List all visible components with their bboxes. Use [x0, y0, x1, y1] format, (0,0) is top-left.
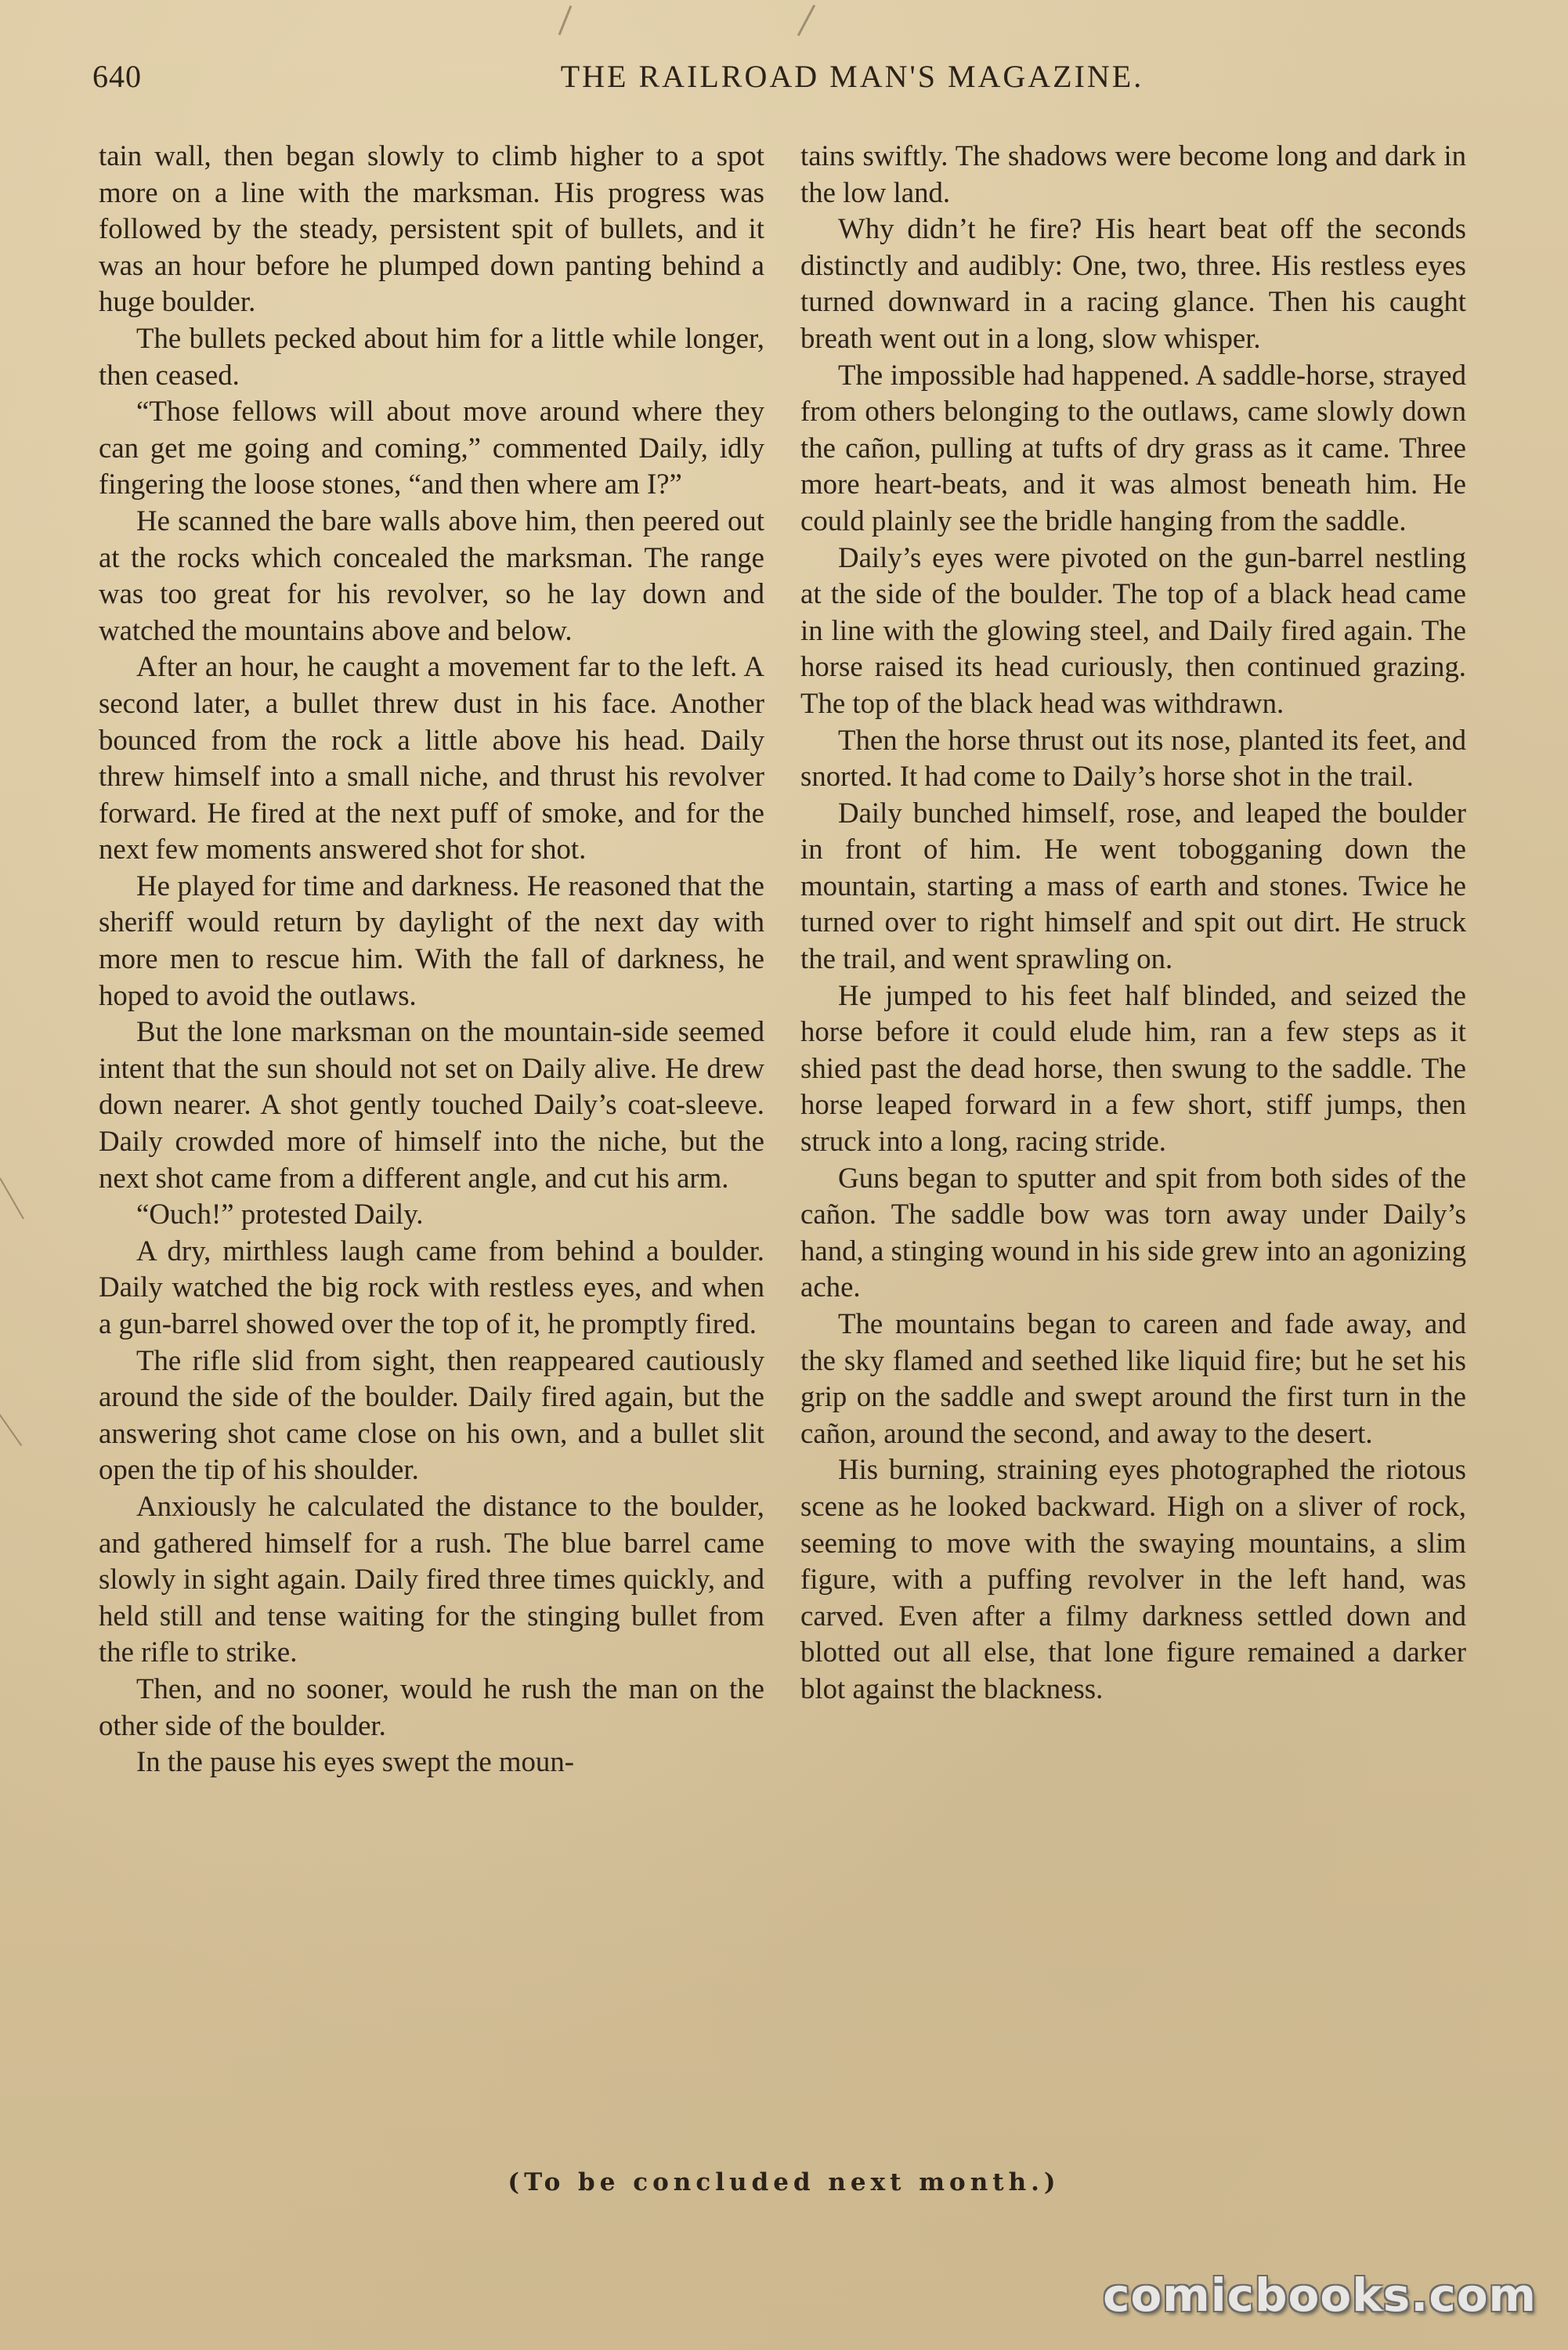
paragraph: After an hour, he caught a movement far to the left. A second later, a bullet threw dust in his face. Another bounced from the rock a little above his head. Daily threw himself into a small niche, and thrust his revolver forward. He fired at the next puff of smoke, and for the next few moments answered shot for shot.	[99, 650, 764, 866]
paragraph: The impossible had happened. A saddle-horse, strayed from others belonging to the outlaws, came slowly down the cañon, pulling at tufts of dry grass as it came. Three more heart-beats, and it was almost beneath him. He could plainly see the bridle hanging from the saddle.	[800, 358, 1466, 537]
running-title: THE RAILROAD MAN'S MAGAZINE.	[560, 59, 1144, 94]
paragraph: “Ouch!” protested Daily.	[136, 1198, 424, 1231]
watermark-logo: comicbooks.com	[1103, 2269, 1537, 2322]
paragraph: tain wall, then began slowly to climb higher to a spot more on a line with the marksman. His progress was followed by the steady, persistent spit of bullets, and it was an hour before he plumped down panting behind a huge boulder.	[99, 139, 764, 318]
paragraph: His burning, straining eyes photographed the riotous scene as he looked backward. High on a sliver of rock, seeming to move with the swaying mountains, a slim figure, with a puffing revolver in the left hand, was carved. Even after a filmy darkness settled down and blotted out all else, that lone figure remained a darker blot against the blackness.	[800, 1453, 1466, 1705]
paragraph: Why didn’t he fire? His heart beat off the seconds distinctly and audibly: One, two, three. His restless eyes turned downward in a racing glance. Then his caught breath went out in a long, slow whisper.	[800, 212, 1466, 354]
paragraph: Anxiously he calculated the distance to the boulder, and gathered himself for a rush. The blue barrel came slowly in sight again. Daily fired three times quickly, and held still and tense waiting for the stinging bullet from the rifle to strike.	[99, 1489, 764, 1668]
paragraph: He scanned the bare walls above him, then peered out at the rocks which concealed the marksman. The range was too great for his revolver, so he lay down and watched the mountains above and below.	[99, 504, 764, 646]
paper-scratch-mark	[797, 5, 815, 36]
paragraph: “Those fellows will about move around where they can get me going and coming,” commented Daily, idly fingering the loose stones, “and then where am I?”	[99, 395, 764, 501]
page-header	[92, 58, 1471, 105]
paragraph: The bullets pecked about him for a little while longer, then ceased.	[99, 321, 764, 391]
paragraph: tains swiftly. The shadows were become long and dark in the low land.	[800, 139, 1466, 208]
paragraph: Daily bunched himself, rose, and leaped the boulder in front of him. He went tobogganing down the mountain, starting a mass of earth and stones. Twice he turned over to right himself and spit out dirt. He struck the trail, and went sprawling on.	[800, 796, 1466, 975]
paragraph: A dry, mirthless laugh came from behind a boulder. Daily watched the big rock with restless eyes, and when a gun-barrel showed over the top of it, he promptly fired.	[99, 1234, 764, 1340]
paragraph: The rifle slid from sight, then reappeared cautiously around the side of the boulder. Daily fired again, but the answering shot came close on his own, and a bullet slit open the tip of his shoulder.	[99, 1343, 764, 1486]
paper-scratch-mark	[0, 1178, 24, 1220]
paragraph: Then the horse thrust out its nose, planted its feet, and snorted. It had come to Daily’s horse shot in the trail.	[800, 723, 1466, 793]
paragraph: Then, and no sooner, would he rush the man on the other side of the boulder.	[99, 1672, 764, 1741]
paragraph: He played for time and darkness. He reasoned that the sheriff would return by daylight of the next day with more men to rescue him. With the fall of darkness, he hoped to avoid the outlaws.	[99, 869, 764, 1011]
page-number: 640	[92, 59, 142, 94]
paper-scratch-mark	[0, 1413, 22, 1446]
paper-scratch-mark	[558, 5, 573, 35]
paragraph: The mountains began to careen and fade away, and the sky flamed and seethed like liquid fire; but he set his grip on the saddle and swept around the first turn in the cañon, around the second, and away to the desert.	[800, 1307, 1466, 1449]
left-column	[99, 138, 764, 1781]
continuation-note: (To be concluded next month.)	[508, 2168, 1060, 2196]
paragraph: But the lone marksman on the mountain-side seemed intent that the sun should not set on Daily alive. He drew down nearer. A shot gently touched Daily’s coat-sleeve. Daily crowded more of himself into the niche, but the next shot came from a different angle, and cut his arm.	[99, 1015, 764, 1194]
paragraph: In the pause his eyes swept the moun-	[136, 1745, 574, 1778]
paragraph: Daily’s eyes were pivoted on the gun-barrel nestling at the side of the boulder. The top of a black head came in line with the glowing steel, and Daily fired again. The horse raised its head curiously, then continued grazing. The top of the black head was withdrawn.	[800, 540, 1466, 719]
paragraph: Guns began to sputter and spit from both sides of the cañon. The saddle bow was torn away under Daily’s hand, a stinging wound in his side grew into an agonizing ache.	[800, 1161, 1466, 1303]
right-column	[800, 138, 1466, 1708]
paragraph: He jumped to his feet half blinded, and seized the horse before it could elude him, ran a few steps as it shied past the dead horse, then swung to the saddle. The horse leaped forward in a few short, stiff jumps, then struck into a long, racing stride.	[800, 978, 1466, 1158]
